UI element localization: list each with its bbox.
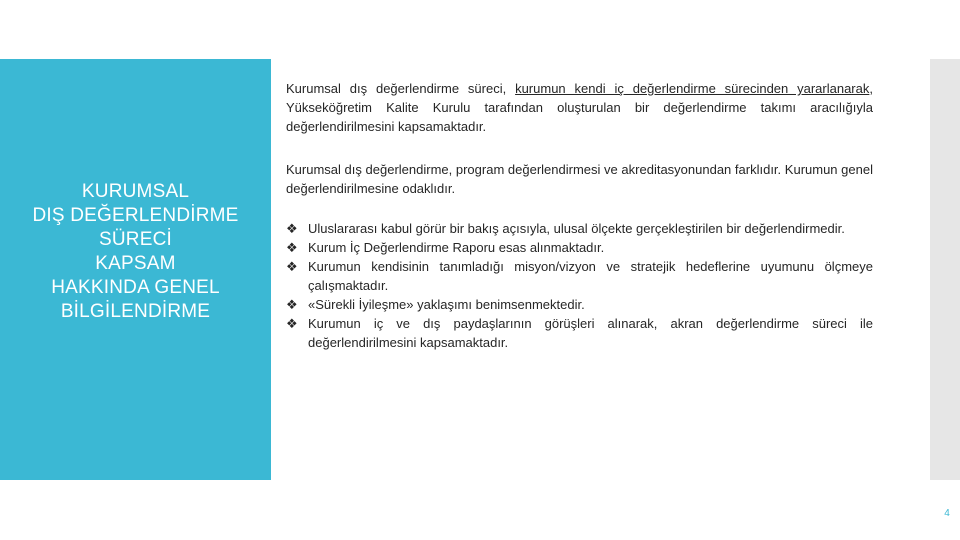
title-line: KAPSAM — [95, 252, 176, 274]
bullet-item — [286, 257, 873, 295]
title-panel — [0, 59, 271, 480]
bullet-text: «Sürekli İyileşme» yaklaşımı benimsenmektedir. — [308, 297, 585, 312]
title-line: DIŞ DEĞERLENDİRME — [32, 204, 239, 226]
intro-text-end: , Yükseköğretim Kalite Kurulu tarafından oluşturulan bir değerlendirme takımı aracılığıyla değerlendirilmesini kapsamaktadır. — [286, 81, 873, 134]
decorative-strip — [930, 59, 960, 480]
bullet-text: Uluslararası kabul görür bir bakış açısıyla, ulusal ölçekte gerçekleştirilen bir değerlendirmedir. — [308, 221, 845, 236]
title-line: KURUMSAL — [81, 180, 190, 202]
bullet-item — [286, 295, 873, 314]
diamond-bullet-icon: ❖ — [286, 240, 298, 255]
diamond-bullet-icon: ❖ — [286, 221, 298, 236]
bullet-text: Kurumun kendisinin tanımladığı misyon/vizyon ve stratejik hedeflerine uyumunu ölçmeye çalışmaktadır. — [308, 259, 873, 293]
slide-content — [286, 79, 873, 352]
scope-paragraph: Kurumsal dış değerlendirme, program değerlendirmesi ve akreditasyonundan farklıdır. Kurumun genel değerlendirilmesine odaklıdır. — [286, 162, 873, 196]
slide-title — [11, 180, 261, 324]
intro-paragraph — [286, 79, 873, 136]
title-line: BİLGİLENDİRME — [60, 300, 211, 322]
bullet-text: Kurumun iç ve dış paydaşlarının görüşleri alınarak, akran değerlendirme süreci ile değerlendirilmesini kapsamaktadır. — [308, 316, 873, 350]
diamond-bullet-icon: ❖ — [286, 316, 298, 331]
title-line: SÜRECİ — [99, 228, 172, 250]
bullet-list — [286, 219, 873, 352]
title-line: HAKKINDA GENEL — [51, 276, 220, 298]
bullet-text: Kurum İç Değerlendirme Raporu esas alınmaktadır. — [308, 240, 605, 255]
bullet-item — [286, 314, 873, 352]
diamond-bullet-icon: ❖ — [286, 297, 298, 312]
diamond-bullet-icon: ❖ — [286, 259, 298, 274]
bullet-item — [286, 219, 873, 238]
page-number: 4 — [944, 508, 950, 519]
bullet-item — [286, 238, 873, 257]
intro-text-start: Kurumsal dış değerlendirme süreci, — [286, 81, 516, 96]
intro-underlined-text: kurumun kendi iç değerlendirme sürecinden yararlanarak — [515, 81, 870, 96]
